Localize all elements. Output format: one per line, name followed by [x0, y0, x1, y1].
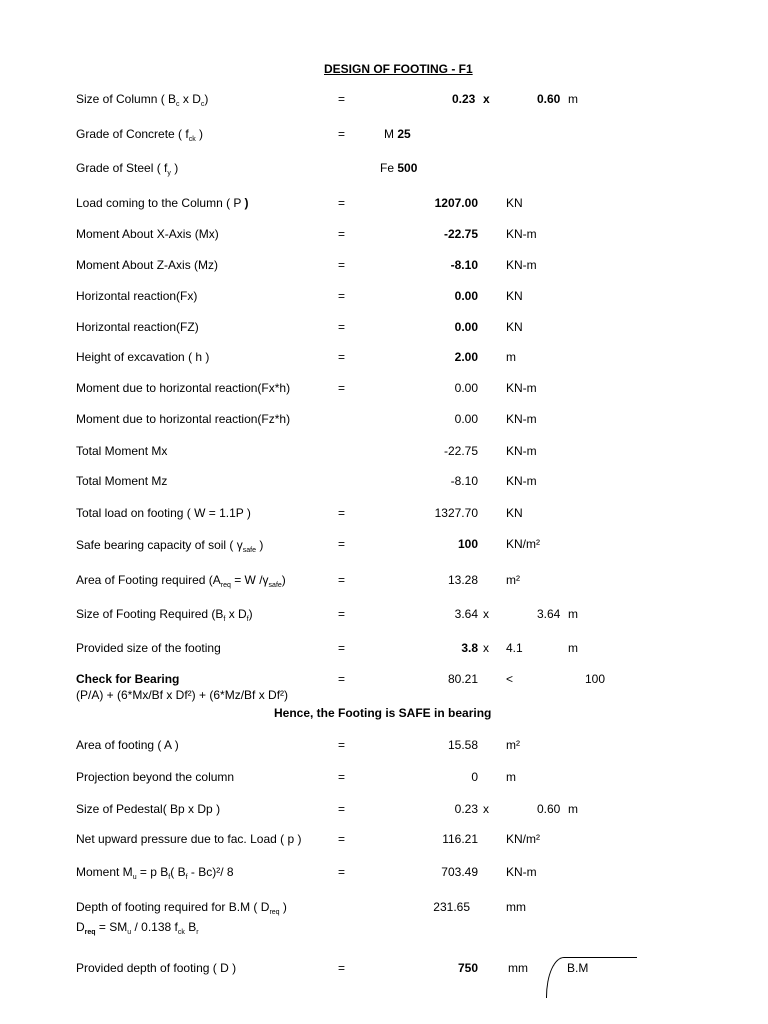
provided-width-value: 3.8 — [461, 641, 478, 655]
equals-sign: = — [338, 92, 346, 106]
unit: KN — [506, 196, 523, 210]
equals-sign: = — [338, 672, 346, 686]
page-title: DESIGN OF FOOTING - F1 — [324, 62, 473, 76]
safe-bearing-capacity-label: Safe bearing capacity of soil ( $\gamma_{safe}$ ) — [76, 538, 264, 554]
moment-mu-value: 703.49 — [441, 865, 478, 879]
fx-value: 0.00 — [454, 289, 478, 303]
total-moment-z-label: Total Moment Mz — [76, 474, 168, 488]
equals-sign: = — [338, 227, 346, 241]
fz-value: 0.00 — [454, 320, 478, 334]
moment-x-value: -22.75 — [443, 227, 478, 241]
unit: KN/m² — [506, 537, 540, 551]
equals-sign: = — [338, 961, 346, 975]
safe-conclusion: Hence, the Footing is SAFE in bearing — [274, 706, 492, 720]
provided-depth-value: 750 — [457, 961, 478, 975]
unit: KN-m — [506, 412, 537, 426]
unit: m — [568, 641, 578, 655]
equals-sign: = — [338, 506, 346, 520]
unit: KN — [506, 320, 523, 334]
moment-fxh-value: 0.00 — [454, 381, 478, 395]
moment-fxh-label: Moment due to horizontal reaction(Fx*h) — [76, 381, 291, 395]
total-moment-z-value: -8.10 — [450, 474, 478, 488]
times-sign: x — [483, 92, 490, 106]
projection-value: 0 — [471, 770, 478, 784]
check-bearing-heading: Check for Bearing — [76, 672, 180, 686]
equals-sign: = — [338, 350, 346, 364]
unit: KN-m — [506, 865, 537, 879]
depth-required-label: Depth of footing required for B.M ( $D_{req}$ ) — [76, 900, 287, 916]
unit: KN-m — [506, 258, 537, 272]
safe-bearing-capacity-value: 100 — [457, 537, 478, 551]
moment-z-value: -8.10 — [450, 258, 478, 272]
horizontal-reaction-fx-label: Horizontal reaction(Fx) — [76, 289, 198, 303]
excavation-height-value: 2.00 — [454, 350, 478, 364]
times-sign: x — [483, 641, 489, 655]
bearing-limit-value: 100 — [585, 672, 606, 686]
unit: KN-m — [506, 381, 537, 395]
equals-sign: = — [338, 573, 346, 587]
total-moment-x-value: -22.75 — [443, 444, 478, 458]
equals-sign: = — [338, 258, 346, 272]
equals-sign: = — [338, 320, 346, 334]
unit: KN/m² — [506, 832, 540, 846]
footing-area-label: Area of footing ( A ) — [76, 738, 179, 752]
total-load-label: Total load on footing ( W = 1.1P ) — [76, 506, 251, 520]
times-sign: x — [483, 607, 489, 621]
footing-depth-required: 3.64 — [537, 607, 561, 621]
equals-sign: = — [338, 738, 346, 752]
unit: KN — [506, 289, 523, 303]
unit: mm — [508, 961, 528, 975]
bm-callout-shape — [546, 957, 637, 998]
column-size-label: Size of Column ( $B_c$ x $D_c$) — [76, 92, 209, 108]
equals-sign: = — [338, 289, 346, 303]
load-value: 1207.00 — [434, 196, 478, 210]
projection-label: Projection beyond the column — [76, 770, 235, 784]
unit: m — [568, 802, 578, 816]
moment-x-label: Moment About X-Axis (Mx) — [76, 227, 219, 241]
concrete-grade-value: M 25 — [384, 127, 411, 141]
unit: KN-m — [506, 227, 537, 241]
equals-sign: = — [338, 832, 346, 846]
provided-size-label: Provided size of the footing — [76, 641, 221, 655]
moment-fzh-value: 0.00 — [454, 412, 478, 426]
net-upward-pressure-label: Net upward pressure due to fac. Load ( p ) — [76, 832, 302, 846]
pedestal-depth-value: 0.60 — [537, 802, 561, 816]
equals-sign: = — [338, 607, 346, 621]
moment-z-label: Moment About Z-Axis (Mz) — [76, 258, 219, 272]
less-than-sign: < — [506, 672, 514, 686]
unit: m — [506, 770, 516, 784]
unit: KN — [506, 506, 523, 520]
equals-sign: = — [338, 127, 346, 141]
unit: m² — [506, 738, 520, 752]
area-required-label: Area of Footing required ($A_{req} = W$ $/\gamma_{safe}$) — [76, 573, 286, 589]
total-load-value: 1327.70 — [434, 506, 478, 520]
moment-fzh-label: Moment due to horizontal reaction(Fz*h) — [76, 412, 291, 426]
unit: KN-m — [506, 444, 537, 458]
equals-sign: = — [338, 802, 346, 816]
unit: KN-m — [506, 474, 537, 488]
net-upward-pressure-value: 116.21 — [442, 832, 478, 846]
concrete-grade-label: Grade of Concrete ( $f_{ck}$ ) — [76, 127, 204, 143]
footing-size-required-label: Size of Footing Required ($B_f$ x $D_f$) — [76, 607, 253, 623]
horizontal-reaction-fz-label: Horizontal reaction(FZ) — [76, 320, 199, 334]
column-depth-value: 0.60 — [537, 92, 561, 106]
bearing-formula: (P/A) + (6*Mx/Bf x Df²) + (6*Mz/Bf x Df²) — [76, 688, 289, 702]
pedestal-width-value: 0.23 — [454, 802, 478, 816]
unit: mm — [506, 900, 526, 914]
moment-mu-label: Moment $M_u = p$ $B_f$( $B_f - Bc)^2/$ 8 — [76, 865, 234, 881]
provided-depth-label: Provided depth of footing ( D ) — [76, 961, 237, 975]
load-label: Load coming to the Column ( P ) — [76, 196, 249, 210]
unit: m — [568, 607, 578, 621]
equals-sign: = — [338, 537, 346, 551]
depth-formula: $D_{req} = SM_u / 0.138$ $f_{ck}$ $B_r$ — [76, 920, 199, 936]
column-width-value: 0.23 — [452, 92, 476, 106]
equals-sign: = — [338, 865, 346, 879]
equals-sign: = — [338, 381, 346, 395]
bm-note: B.M — [567, 961, 589, 975]
bearing-pressure-value: 80.21 — [447, 672, 478, 686]
provided-depth-value: 4.1 — [506, 641, 523, 655]
footing-area-value: 15.58 — [447, 738, 478, 752]
footing-width-required: 3.64 — [454, 607, 478, 621]
equals-sign: = — [338, 770, 346, 784]
unit: m² — [506, 573, 520, 587]
equals-sign: = — [338, 641, 346, 655]
times-sign: x — [483, 802, 489, 816]
excavation-height-label: Height of excavation ( h ) — [76, 350, 210, 364]
pedestal-size-label: Size of Pedestal( Bp x Dp ) — [76, 802, 221, 816]
unit: m — [568, 92, 578, 106]
steel-grade-label: Grade of Steel ( $f_y$ ) — [76, 161, 179, 177]
equals-sign: = — [338, 196, 346, 210]
total-moment-x-label: Total Moment Mx — [76, 444, 168, 458]
depth-required-value: 231.65 — [433, 900, 470, 914]
area-required-value: 13.28 — [447, 573, 478, 587]
steel-grade-value: Fe 500 — [380, 161, 418, 175]
unit: m — [506, 350, 516, 364]
